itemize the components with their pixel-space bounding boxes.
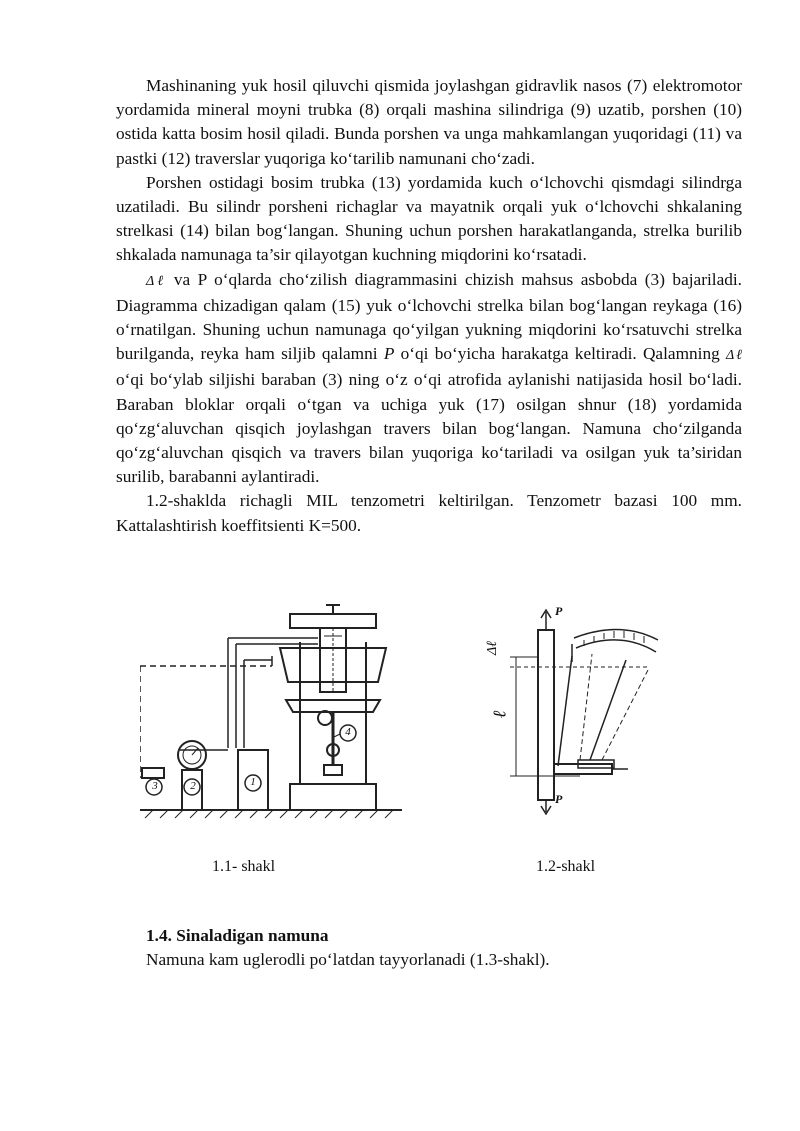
p-axis-symbol: P xyxy=(383,344,395,364)
paragraph-4: 1.2-shaklda richagli MIL tenzometri keltirilgan. Tenzometr bazasi 100 mm. Kattalashtirish koeffitsienti K=500. xyxy=(116,491,742,535)
paragraph-3-part-a: va P o‘qlarda cho‘zilish diagrammasini chizish mahsus asbobda (3) bajariladi. Diagramma chizadigan qalam (15) yuk o‘lchovchi strelka bilan bog‘langan reykaga (16) o‘rnatilgan. Shuning uchun namunaga qo‘yilgan yukning miqdorini ko‘rsatuvchi strelka burilganda, reyka ham siljib qalamni xyxy=(116,269,742,364)
fig2-label-p-top: P xyxy=(555,604,563,618)
figure-1-caption: 1.1- shakl xyxy=(212,858,276,875)
paragraph-3-part-b: o‘qi bo‘yicha harakatga keltiradi. Qalamning xyxy=(394,344,726,364)
fig1-label-4: 4 xyxy=(345,726,351,738)
paragraph-3 xyxy=(116,268,742,490)
figures-row xyxy=(0,600,800,810)
delta-l-symbol-2: Δℓ xyxy=(726,348,742,364)
paragraph-1: Mashinaning yuk hosil qiluvchi qismida joylashgan gidravlik nasos (7) elektromotor yordamida mineral moyni trubka (8) orqali mashina silindriga (9) uzatib, porshen (10) ostida katta bosim hosil qiladi. Bunda porshen va unga mahkamlangan yuqoridagi (11) va pastki (12) traverslar yuqoriga ko‘tarilib namunani cho‘zadi. xyxy=(116,76,742,168)
fig2-label-length: ℓ xyxy=(489,710,510,719)
fig2-label-delta: Δℓ xyxy=(485,640,501,656)
fig1-label-3: 3 xyxy=(152,780,158,792)
section-text: Namuna kam uglerodli po‘latdan tayyorlanadi (1.3-shakl). xyxy=(146,950,550,969)
delta-l-symbol: Δℓ xyxy=(146,273,167,289)
testing-machine-diagram xyxy=(140,600,410,825)
section-title: 1.4. Sinaladigan namuna xyxy=(146,926,329,945)
fig2-label-p-bottom: P xyxy=(555,792,563,806)
paragraph-3-part-c: o‘qi bo‘ylab siljishi baraban (3) ning o‘z o‘qi atrofida aylanishi natijasida hosil bo‘ladi. Baraban bloklar orqali o‘tgan va uchiga yuk (17) osilgan shnur (18) yordamida qo‘zg‘aluvchan qisqich joylashgan travers bilan bog‘langan. Namuna cho‘zilganda qo‘zg‘aluvchan qisqich va travers bilan yuqoriga ko‘tariladi va osilgan yuk ta’siridan surilib, barabanni aylantiradi. xyxy=(116,370,742,487)
figure-2-caption: 1.2-shakl xyxy=(536,858,596,875)
fig1-label-1: 1 xyxy=(250,776,256,788)
main-text xyxy=(116,74,742,538)
paragraph-2: Porshen ostidagi bosim trubka (13) yordamida kuch o‘lchovchi qismdagi silindrga uzatiladi. Bu silindr porsheni richaglar va mayatnik orqali yuk o‘lchovchi shkalaning strelkasi (14) bilan bog‘langan. Shuning uchun porshen harakatlanganda, strelka burilib shkalada namunaga ta’sir qilayotgan kuchning miqdorini ko‘rsatadi. xyxy=(116,172,742,265)
fig1-label-2: 2 xyxy=(190,780,196,792)
tensometer-diagram xyxy=(480,600,660,815)
